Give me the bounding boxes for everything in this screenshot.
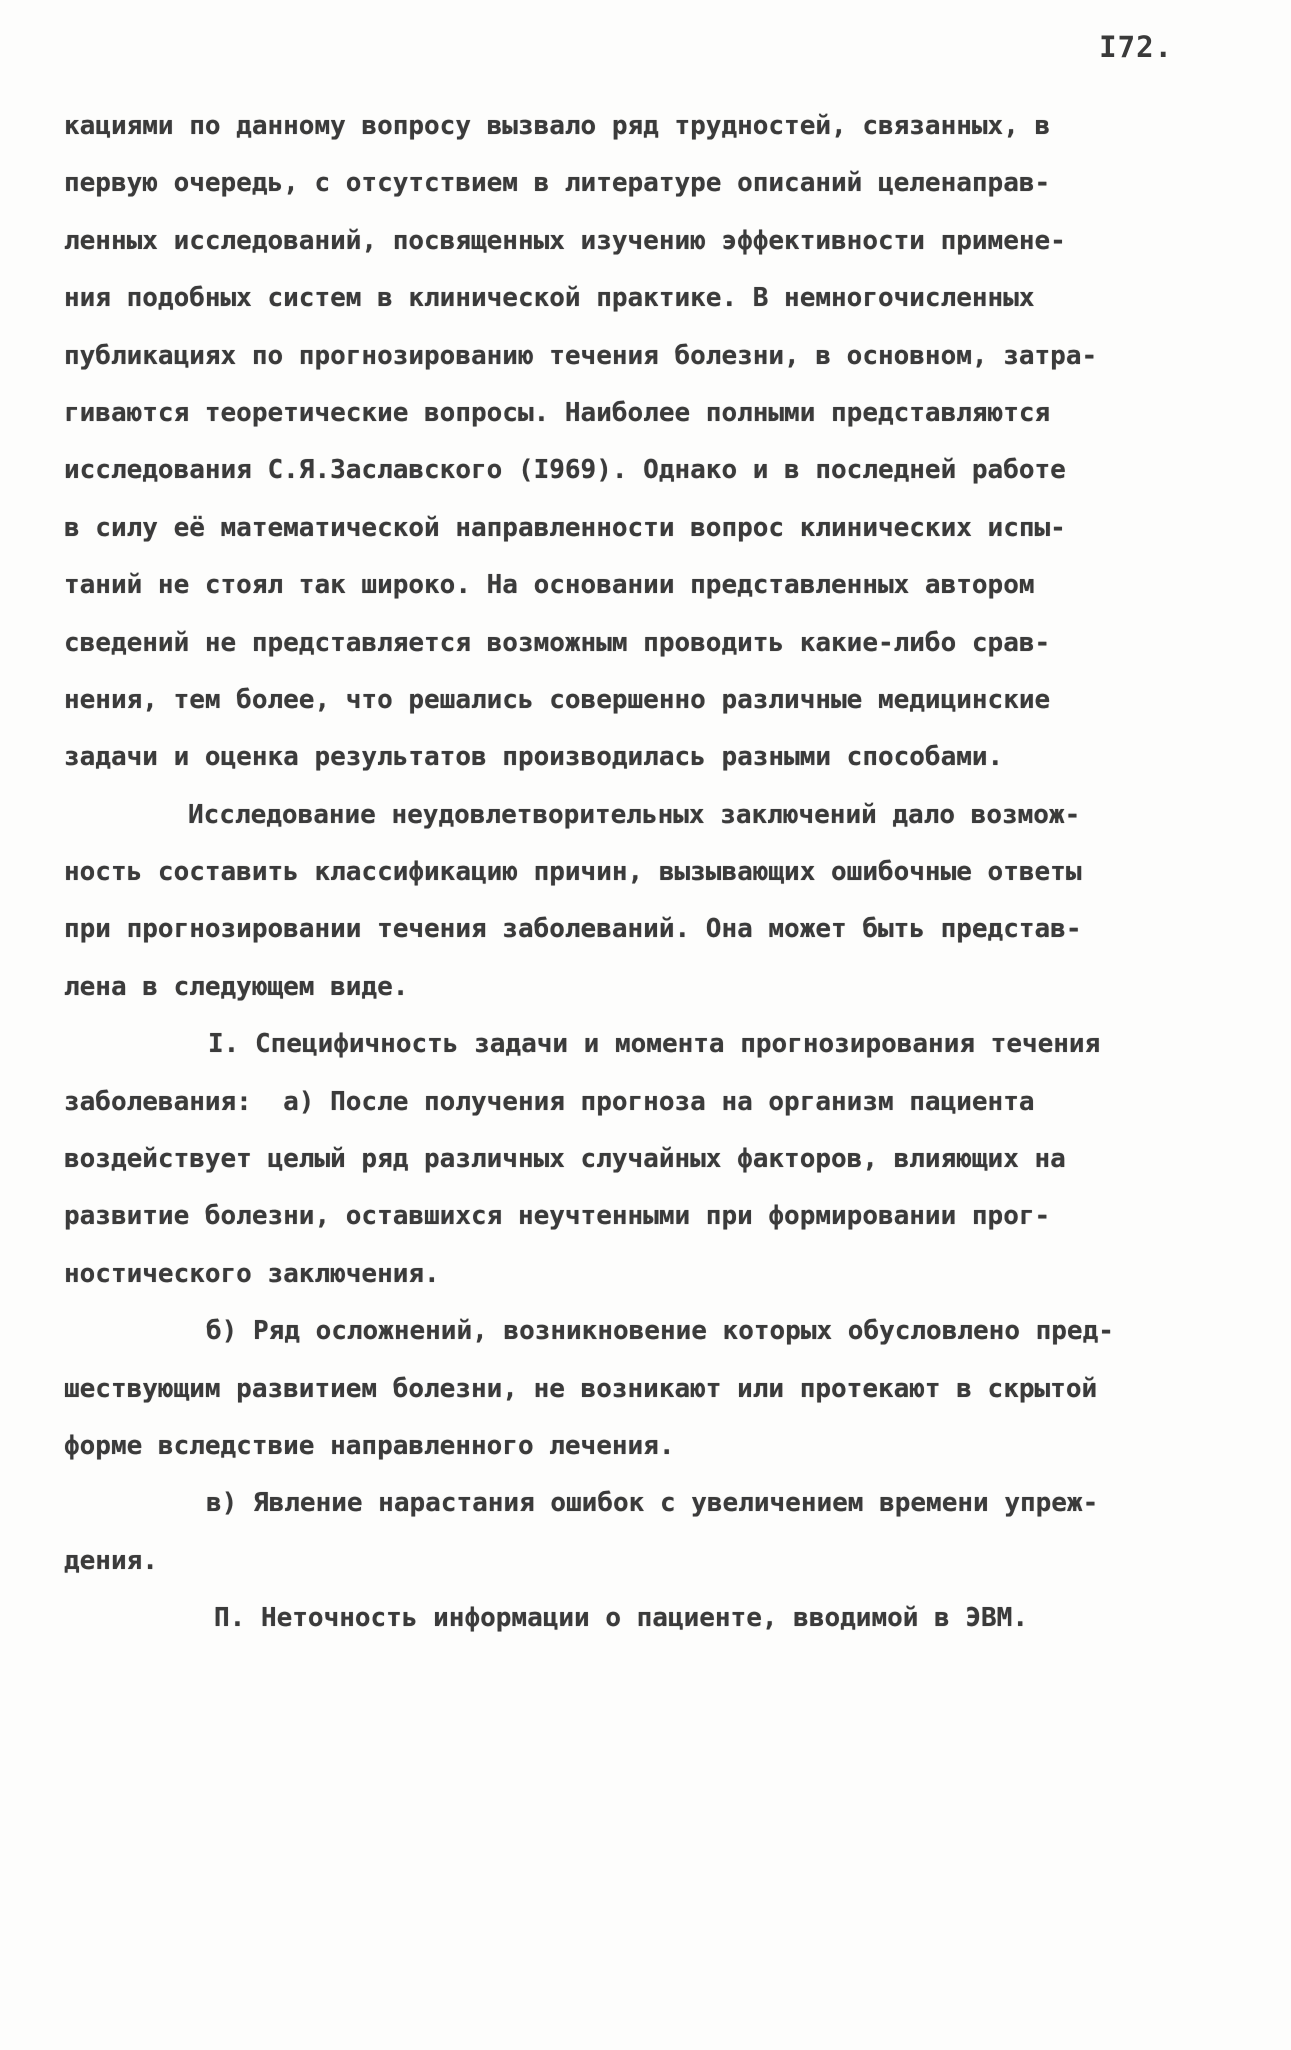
text-line: первую очередь, с отсутствием в литературе описаний целенаправ-: [64, 168, 1051, 199]
text-line: публикациях по прогнозированию течения болезни, в основном, затра-: [64, 340, 1098, 371]
text-line: ность составить классификацию причин, вызывающих ошибочные ответы: [64, 857, 1082, 888]
paragraph-start-line: Исследование неудовлетворительных заключений дало возмож-: [188, 799, 1081, 830]
text-line: ностического заключения.: [64, 1258, 440, 1289]
text-line: таний не стоял так широко. На основании представленных автором: [64, 570, 1035, 601]
text-line: сведений не представляется возможным проводить какие-либо срав-: [64, 627, 1051, 658]
page-number: I72.: [1099, 30, 1173, 64]
text-line: ленных исследований, посвященных изучению эффективности примене-: [64, 225, 1066, 256]
section-heading-line: П. Неточность информации о пациенте, вводимой в ЭВМ.: [214, 1603, 1028, 1634]
text-line: воздействует целый ряд различных случайных факторов, влияющих на: [64, 1144, 1066, 1175]
text-line: ния подобных систем в клинической практике. В немногочисленных: [64, 283, 1035, 314]
text-line: при прогнозировании течения заболеваний. Она может быть представ-: [64, 914, 1082, 945]
text-line: задачи и оценка результатов производилась разными способами.: [64, 742, 1004, 773]
text-line: лена в следующем виде.: [64, 971, 409, 1002]
section-heading-line: I. Специфичность задачи и момента прогнозирования течения: [208, 1029, 1101, 1060]
text-line: исследования С.Я.Заславского (I969). Однако и в последней работе: [64, 455, 1066, 486]
text-line: форме вследствие направленного лечения.: [64, 1430, 675, 1461]
text-line: нения, тем более, что решались совершенно различные медицинские: [64, 684, 1051, 715]
paragraph-start-line: в) Явление нарастания ошибок с увеличением времени упреж-: [206, 1488, 1099, 1519]
text-line: заболевания: а) После получения прогноза на организм пациента: [64, 1086, 1035, 1117]
text-line: в силу её математической направленности вопрос клинических испы-: [64, 512, 1066, 543]
text-line: развитие болезни, оставшихся неучтенными при формировании прог-: [64, 1201, 1051, 1232]
body-text: [64, 98, 1224, 1648]
text-line: кациями по данному вопросу вызвало ряд трудностей, связанных, в: [64, 111, 1051, 141]
text-line: гиваются теоретические вопросы. Наиболее полными представляются: [64, 397, 1051, 428]
paragraph-start-line: б) Ряд осложнений, возникновение которых обусловлено пред-: [206, 1316, 1114, 1347]
text-line: шествующим развитием болезни, не возникают или протекают в скрытой: [64, 1373, 1098, 1404]
text-line: дения.: [64, 1545, 158, 1576]
